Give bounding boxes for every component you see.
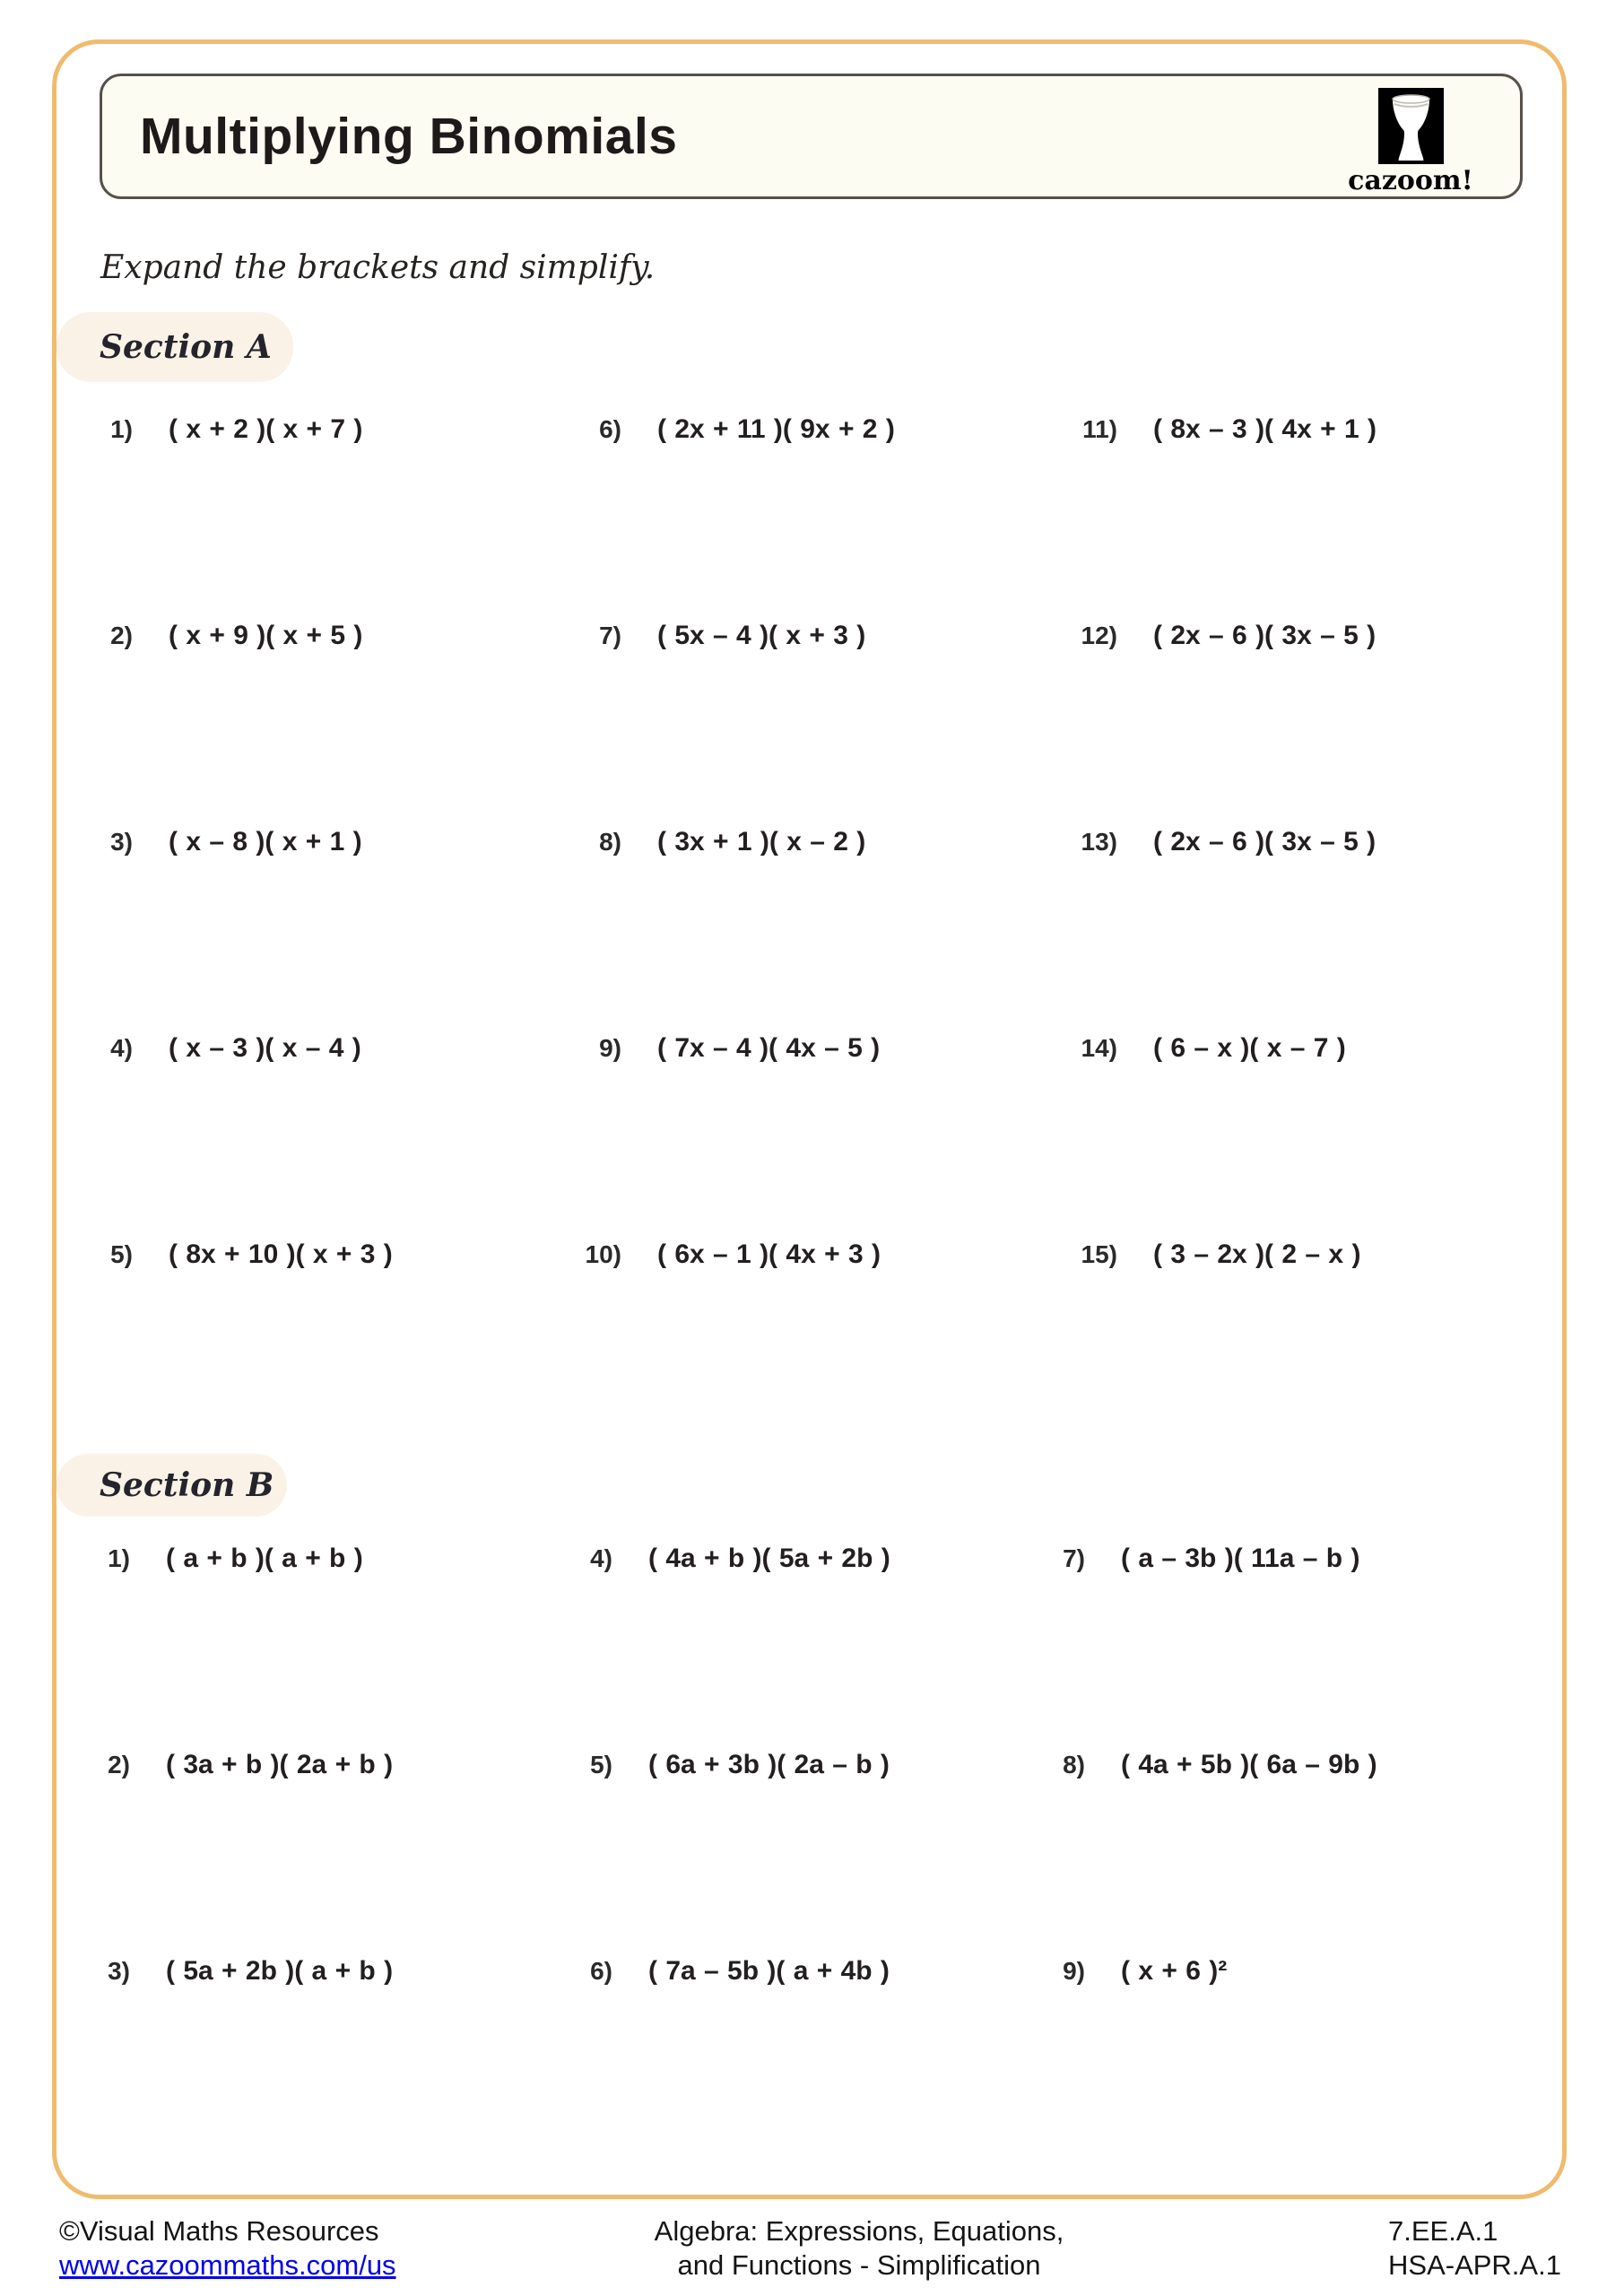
question-number: 9) [1063,1957,1085,1985]
question-number: 7) [599,622,621,649]
section-b-label-text: Section B [100,1466,274,1504]
question-number: 1) [108,1544,130,1572]
question-b5 [565,1747,890,1783]
question-a2 [85,618,362,654]
standard-code-2: HSA-APR.A.1 [1388,2249,1561,2281]
question-b6 [565,1953,890,1989]
question-number: 6) [599,415,621,443]
footer-standards [1388,2214,1561,2283]
question-a11 [1070,412,1376,448]
question-b8 [1038,1747,1377,1783]
question-number: 2) [110,622,133,649]
topic-line-1: Algebra: Expressions, Equations, [654,2215,1064,2247]
question-expression: ( 6 – x )( x – 7 ) [1153,1033,1346,1063]
question-number: 6) [590,1957,612,1985]
question-expression: ( 7a – 5b )( a + 4b ) [648,1956,890,1986]
question-expression: ( 3x + 1 )( x – 2 ) [657,827,866,857]
question-expression: ( 8x + 10 )( x + 3 ) [169,1239,393,1269]
question-a10 [574,1237,881,1273]
question-expression: ( 2x – 6 )( 3x – 5 ) [1153,621,1376,650]
question-b9 [1038,1953,1227,1989]
question-expression: ( 3 – 2x )( 2 – x ) [1153,1239,1361,1269]
question-number: 12) [1081,622,1117,649]
instruction-text: Expand the brackets and simplify. [100,249,656,286]
question-number: 11) [1082,415,1117,443]
question-expression: ( x + 6 )² [1121,1956,1228,1986]
question-a7 [574,618,865,654]
question-a14 [1070,1031,1346,1066]
question-number: 9) [599,1034,621,1062]
question-expression: ( 5a + 2b )( a + b ) [166,1956,394,1986]
topic-line-2: and Functions - Simplification [677,2249,1041,2281]
question-number: 3) [108,1957,130,1985]
question-expression: ( 2x + 11 )( 9x + 2 ) [657,414,895,444]
question-expression: ( 4a + b )( 5a + 2b ) [648,1544,890,1573]
question-number: 1) [110,415,133,443]
question-expression: ( x – 8 )( x + 1 ) [169,827,362,857]
question-expression: ( 7x – 4 )( 4x – 5 ) [657,1033,881,1063]
question-a4 [85,1031,361,1066]
footer-left [59,2214,396,2283]
question-expression: ( x – 3 )( x – 4 ) [169,1033,361,1063]
question-expression: ( 6a + 3b )( 2a – b ) [648,1750,890,1779]
question-a3 [85,824,362,860]
website-link[interactable]: www.cazoommaths.com/us [59,2249,396,2281]
question-number: 15) [1081,1240,1117,1268]
question-number: 7) [1063,1544,1085,1572]
section-a-label [56,312,293,382]
question-number: 8) [1063,1751,1085,1779]
question-b4 [565,1541,890,1577]
question-expression: ( x + 9 )( x + 5 ) [169,621,363,650]
cazoom-logo-text: cazoom! [1348,165,1473,196]
question-a6 [574,412,895,448]
question-number: 10) [585,1240,621,1268]
question-number: 8) [599,828,621,856]
question-number: 3) [110,828,133,856]
question-expression: ( 6x – 1 )( 4x + 3 ) [657,1239,881,1269]
section-a-label-text: Section A [100,328,272,366]
title-box [100,74,1523,199]
question-expression: ( 8x – 3 )( 4x + 1 ) [1153,414,1376,444]
question-expression: ( x + 2 )( x + 7 ) [169,414,363,444]
question-a15 [1070,1237,1360,1273]
question-number: 2) [108,1751,130,1779]
question-expression: ( 3a + b )( 2a + b ) [166,1750,394,1779]
question-expression: ( 5x – 4 )( x + 3 ) [657,621,866,650]
question-b3 [83,1953,393,1989]
question-a8 [574,824,865,860]
cazoom-logo [1343,88,1478,196]
question-number: 14) [1081,1034,1117,1062]
section-b-label [56,1454,287,1517]
standard-code-1: 7.EE.A.1 [1388,2215,1498,2247]
worksheet-title: Multiplying Binomials [140,108,678,165]
question-b2 [83,1747,393,1783]
question-expression: ( 2x – 6 )( 3x – 5 ) [1153,827,1376,857]
question-number: 13) [1081,828,1117,856]
question-a5 [85,1237,393,1273]
question-number: 5) [110,1240,133,1268]
question-number: 5) [590,1751,612,1779]
question-a1 [85,412,362,448]
copyright-text: ©Visual Maths Resources [59,2215,379,2247]
question-b7 [1038,1541,1359,1577]
question-a9 [574,1031,880,1066]
question-b1 [83,1541,363,1577]
djembe-drum-icon [1378,88,1444,169]
question-number: 4) [110,1034,133,1062]
question-a13 [1070,824,1376,860]
footer-topic [590,2214,1128,2283]
question-a12 [1070,618,1376,654]
question-expression: ( 4a + 5b )( 6a – 9b ) [1121,1750,1377,1779]
question-expression: ( a – 3b )( 11a – b ) [1121,1544,1360,1573]
question-number: 4) [590,1544,612,1572]
question-expression: ( a + b )( a + b ) [166,1544,363,1573]
